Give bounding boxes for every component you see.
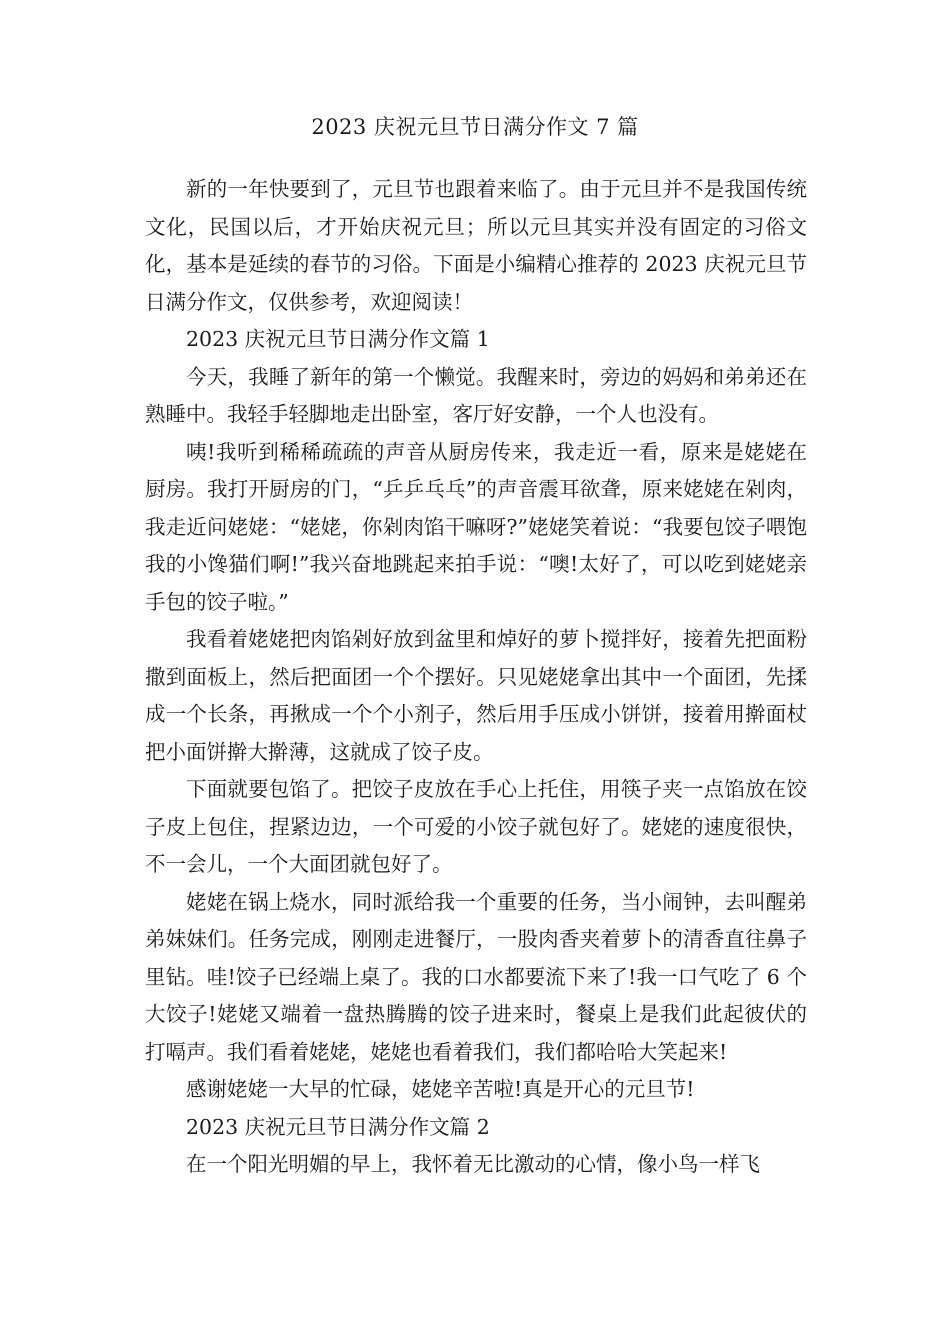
section-heading-2: 2023 庆祝元旦节日满分作文篇 2 (186, 1114, 490, 1139)
document-body (145, 171, 807, 1184)
document-title: 2023 庆祝元旦节日满分作文 7 篇 (311, 115, 639, 139)
body-paragraph: 姥姥在锅上烧水，同时派给我一个重要的任务，当小闹钟，去叫醒弟弟妹妹们。任务完成，刚刚走进餐厅，一股肉香夹着萝卜的清香直往鼻子里钻。哇!饺子已经端上桌了。我的口水都要流下来了!我一口气吃了 6 个大饺子!姥姥又端着一盘热腾腾的饺子进来时，餐桌上是我们此起彼伏的打嗝声。我们看着姥姥，姥姥也看着我们，我们都哈哈大笑起来! (145, 889, 807, 1064)
intro-paragraph: 新的一年快要到了，元旦节也跟着来临了。由于元旦并不是我国传统文化，民国以后，才开始庆祝元旦；所以元旦其实并没有固定的习俗文化，基本是延续的春节的习俗。下面是小编精心推荐的 2023 庆祝元旦节日满分作文，仅供参考，欢迎阅读！ (145, 177, 807, 314)
section-heading-1: 2023 庆祝元旦节日满分作文篇 1 (186, 327, 490, 351)
body-paragraph: 咦!我听到稀稀疏疏的声音从厨房传来，我走近一看，原来是姥姥在厨房。我打开厨房的门，“乒乒乓乓”的声音震耳欲聋，原来姥姥在剁肉，我走近问姥姥：“姥姥，你剁肉馅干嘛呀?”姥姥笑着说：“我要包饺子喂饱我的小馋猫们啊!”我兴奋地跳起来拍手说：“噢!太好了，可以吃到姥姥亲手包的饺子啦。” (145, 439, 807, 614)
body-paragraph: 在一个阳光明媚的早上，我怀着无比激动的心情，像小鸟一样飞 (186, 1152, 760, 1176)
body-paragraph: 下面就要包馅了。把饺子皮放在手心上托住，用筷子夹一点馅放在饺子皮上包住，捏紧边边，一个可爱的小饺子就包好了。姥姥的速度很快，不一会儿，一个大面团就包好了。 (145, 777, 807, 876)
body-paragraph: 感谢姥姥一大早的忙碌，姥姥辛苦啦!真是开心的元旦节! (186, 1077, 695, 1101)
body-paragraph: 今天，我睡了新年的第一个懒觉。我醒来时，旁边的妈妈和弟弟还在熟睡中。我轻手轻脚地走出卧室，客厅好安静，一个人也没有。 (145, 364, 807, 426)
body-paragraph: 我看着姥姥把肉馅剁好放到盆里和焯好的萝卜搅拌好，接着先把面粉撒到面板上，然后把面团一个个摆好。只见姥姥拿出其中一个面团，先揉成一个长条，再揪成一个个小剂子，然后用手压成小饼饼，接着用擀面杖把小面饼擀大擀薄，这就成了饺子皮。 (145, 627, 807, 764)
